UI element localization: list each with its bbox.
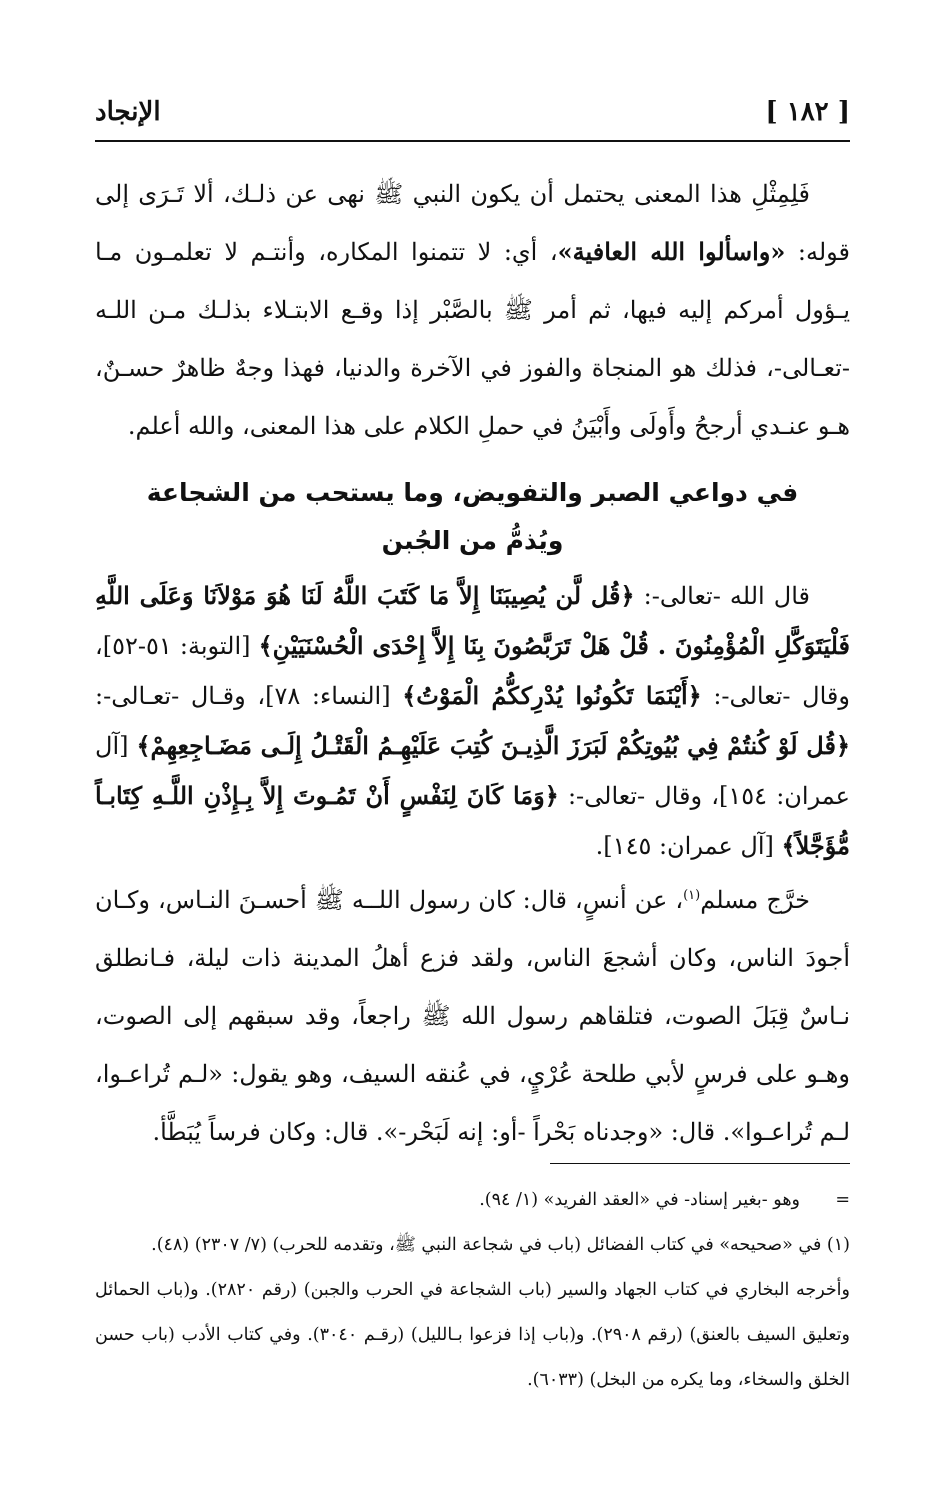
intro-paragraph [95,165,850,455]
hadith-paragraph [95,871,850,1161]
footnotes [95,1178,850,1403]
footnote-ref-1[interactable]: (١) [683,888,701,903]
verse-3-quran: ﴿قُل لَوْ كُنتُمْ فِي بُيُوتِكُمْ لَبَرَزَ الَّذِيـنَ كُتِبَ عَلَيْهِـمُ الْقَتْـلُ إِلَـى مَضَـاجِعِهِمْ﴾ [136,731,851,760]
section-title-line-1: في دواعي الصبر والتفويض، وما يستحب من الشجاعة [146,478,799,507]
header-divider [95,140,850,142]
verse-4-reference: [آل عمران: ١٤٥]. [595,832,782,860]
footnote-2: وأخرجه البخاري في كتاب الجهاد والسير (باب الشجاعة في الحرب والجبن) (رقم ٢٨٢٠). و(باب الحمائل وتعليق السيف بالعنق) (رقم ٢٩٠٨). و(باب إذا فزعوا بـالليل) (رقـم ٣٠٤٠). وفي كتاب الأدب (باب حسن الخلق والسخاء، وما يكره من البخل) (٦٠٣٣). [95,1280,850,1390]
intro-hadith-quote: «واسألوا الله العافية» [557,237,786,266]
continuation-marker: = [835,1190,850,1210]
verses-block [95,571,850,871]
continuation-text: وهو -بغير إسناد- في «العقد الفريد» (١/ ٩٤). [479,1190,800,1210]
section-title-line-2: ويُذمُّ من الجُبن [381,526,564,555]
verse-2-quran: ﴿أَيْنَمَا تَكُونُوا يُدْرِككُّمُ الْمَوْتُ﴾ [402,681,702,710]
hadith-text-a: خرَّج مسلم [700,886,810,914]
verse-1-reference: [التوبة: ٥١-٥٢]، [95,632,259,660]
footnote-continuation [95,1178,850,1223]
verse-4-quran: ﴿وَمَا كَانَ لِنَفْسٍ أَنْ تَمُـوتَ إِلاَّ بِـإِذْنِ اللَّـهِ كِتَابـاً مُّؤَجَّلاً﴾ [95,781,850,860]
verse-2-reference: [النساء: ٧٨]، وقـال -تعـالى-: [95,682,403,710]
verse-1-prefix: قال الله -تعالى-: [634,582,810,610]
intro-text-b: ، أي: لا تتمنوا المكاره، وأنتـم لا تعلمـون مـا يـؤول أمركم إليه فيها، ثم أمر ﷺ بالصَّبْر إذا وقـع الابتـلاء بذلـك مـن اللـه -تعـالى-، فذلك هو المنجاة والفوز في الآخرة والدنيا، فهذا وجهٌ ظاهرٌ حسـنٌ، هـو عنـدي أرجحُ وأَولَى وأَبْيَنُ في حملِ الكلام على هذا المعنى، والله أعلم. [95,238,850,440]
hadith-text-b: ، عن أنسٍ، قال: كان رسول اللــه ﷺ أحسـنَ النـاس، وكـان أجودَ الناس، وكان أشجعَ الناس، ولقد فزع أهلُ المدينة ذات ليلة، فـانطلق نـاسٌ قِبَلَ الصوت، فتلقاهم رسول الله ﷺ راجعاً، وقد سبقهم إلى الصوت، وهـو على فرسٍ لأبي طلحة عُرْيٍ، في عُنقه السيف، وهو يقول: «لـم تُراعـوا، لـم تُراعـوا». قال: «وجدناه بَحْراً -أو: إنه لَبَحْر-». قال: وكان فرساً يُبَطَّأ. [95,886,850,1146]
footnote-divider [550,1163,850,1164]
verse-2-prefix: وقال -تعالى-: [701,682,850,710]
page-header [95,92,850,132]
main-text [95,165,850,1161]
page-number: [ ١٨٢ ] [765,97,850,127]
intro-text-a: فَلِمِثْلِ هذا المعنى يحتمل أن يكون النبي ﷺ نهى عن ذلـك، ألا تَـرَى إلى قوله: [95,180,851,266]
footnote-1: (١) في «صحيحه» في كتاب الفضائل (باب في شجاعة النبي ﷺ، وتقدمه للحرب) (٧/ ٢٣٠٧) (٤٨). [151,1235,850,1255]
book-title: الإنجاد [95,97,161,127]
verses-paragraph [95,571,850,871]
verse-3-reference: [آل عمران: ١٥٤]، وقال -تعالى-: [95,732,851,810]
verse-1-quran: ﴿قُل لَّن يُصِيبَنَا إِلاَّ مَا كَتَبَ اللَّهُ لَنَا هُوَ مَوْلاَنَا وَعَلَى اللَّهِ فَلْيَتَوَكَّلِ الْمُؤْمِنُونَ . قُلْ هَلْ تَرَبَّصُونَ بِنَا إِلاَّ إِحْدَى الْحُسْنَيَيْنِ﴾ [95,581,851,660]
section-title [95,469,850,565]
